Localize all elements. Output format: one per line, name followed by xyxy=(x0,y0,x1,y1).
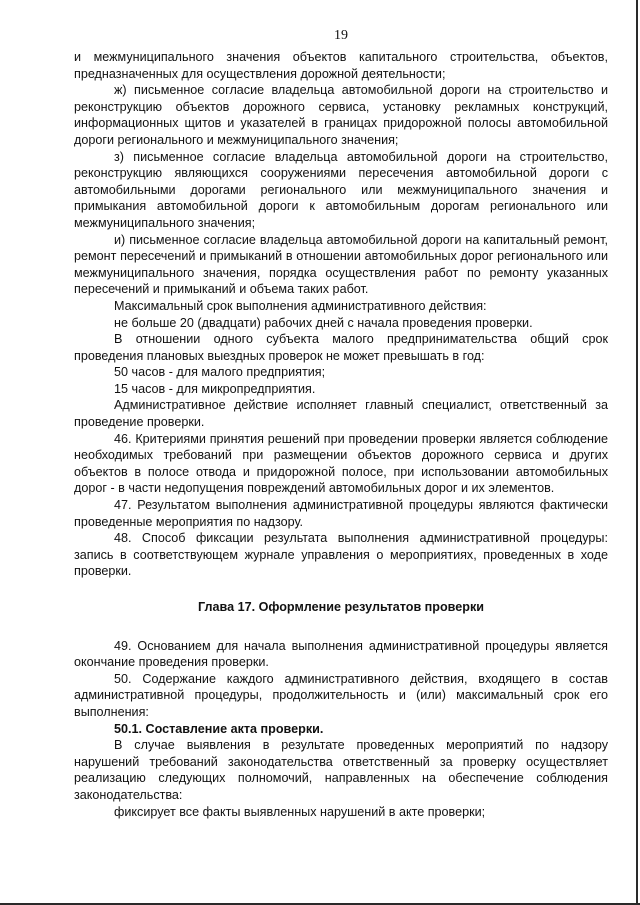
top-paragraph-0: и межмуниципального значения объектов капитального строительства, объектов, предназначенных для осуществления дорожной деятельности; xyxy=(74,50,608,81)
bottom-paragraph-2: 50.1. Составление акта проверки. xyxy=(114,721,324,736)
top-paragraph-1: ж) письменное согласие владельца автомобильной дороги на строительство и реконструкцию объектов дорожного сервиса, установку рекламных конструкций, информационных щитов и указателей в границах придорожной полосы автомобильной дороги регионального и межмуниципального значения; xyxy=(74,83,608,147)
top-paragraph-2: з) письменное согласие владельца автомобильной дороги на строительство, реконструкцию являющихся сооружениями пересечения автомобильной дороги с автомобильными дорогами регионального или межмуниципального значения и примыкания автомобильной дороги к автомобильным дорогам регионального или межмуниципального значения; xyxy=(74,149,608,230)
page-number: 19 xyxy=(334,28,348,43)
top-paragraph-6: В отношении одного субъекта малого предпринимательства общий срок проведения плановых выездных проверок не может превышать в год: xyxy=(74,332,608,363)
top-paragraph-12: 48. Способ фиксации результата выполнения административной процедуры: запись в соответствующем журнале управления о мероприятиях, проведенных в ходе проверки. xyxy=(74,531,608,579)
top-paragraph-8: 15 часов - для микропредприятия. xyxy=(114,381,316,396)
top-paragraph-5: не больше 20 (двадцати) рабочих дней с начала проведения проверки. xyxy=(114,315,533,330)
top-paragraph-11: 47. Результатом выполнения административной процедуры являются фактически проведенные мероприятия по надзору. xyxy=(74,498,608,529)
top-paragraph-10: 46. Критериями принятия решений при проведении проверки является соблюдение необходимых требований при размещении объектов дорожного сервиса и других объектов в полосе отвода и придорожной полосе, при использовании автомобильных дорог - в части недопущения повреждений автомобильных дорог и их элементов. xyxy=(74,431,608,496)
section-bottom xyxy=(74,638,608,821)
document-page xyxy=(74,28,608,820)
top-paragraph-3: и) письменное согласие владельца автомобильной дороги на капитальный ремонт, ремонт пересечений и примыканий в отношении автомобильных дорог регионального или межмуниципального значения, порядка осуществления работ по ремонту указанных пересечений и примыканий и объема таких работ. xyxy=(74,232,608,297)
page-border-right xyxy=(636,0,638,905)
top-paragraph-7: 50 часов - для малого предприятия; xyxy=(114,365,326,380)
bottom-paragraph-0: 49. Основанием для начала выполнения административной процедуры является окончание проведения проверки. xyxy=(74,638,608,670)
bottom-paragraph-4: фиксирует все факты выявленных нарушений в акте проверки; xyxy=(114,804,486,819)
chapter-heading: Глава 17. Оформление результатов проверки xyxy=(197,600,484,614)
top-paragraph-9: Административное действие исполняет главный специалист, ответственный за проведение проверки. xyxy=(74,398,608,430)
section-top xyxy=(74,49,608,580)
top-paragraph-4: Максимальный срок выполнения административного действия: xyxy=(114,298,487,313)
bottom-paragraph-1: 50. Содержание каждого административного действия, входящего в состав административной процедуры, продолжительность и (или) максимальный срок его выполнения: xyxy=(74,671,608,719)
bottom-paragraph-3: В случае выявления в результате проведенных мероприятий по надзору нарушений требований законодательства ответственный за проверку осуществляет реализацию следующих полномочий, направленных на обеспечение соблюдения законодательства: xyxy=(74,738,608,802)
